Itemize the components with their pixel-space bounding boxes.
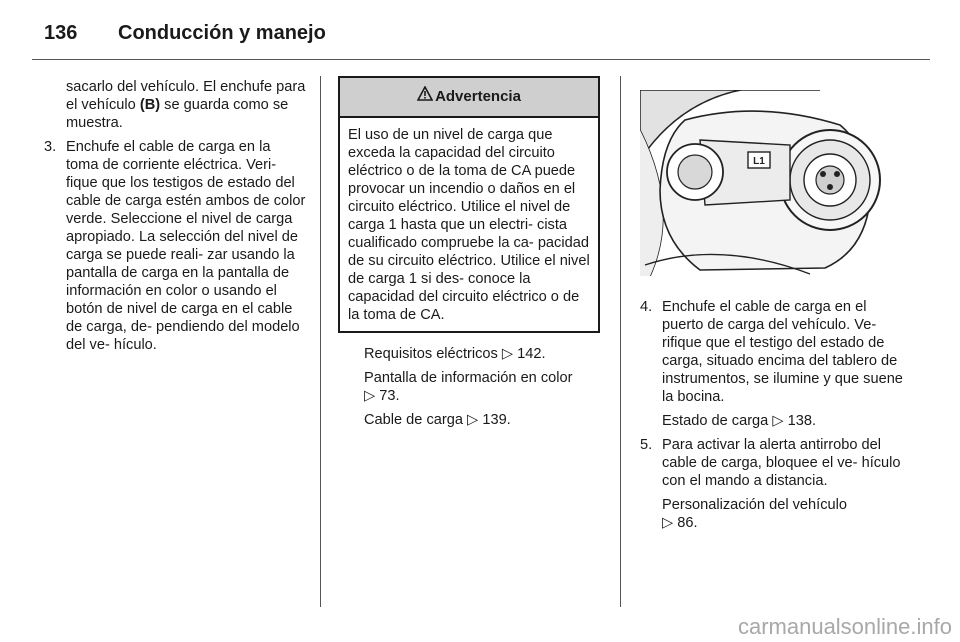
port-label-l1: L1 xyxy=(753,156,765,167)
step-3 xyxy=(44,138,306,354)
column-3 xyxy=(640,298,904,538)
column-divider-2 xyxy=(620,76,621,607)
page-ref-arrow-icon: ▷ xyxy=(501,346,514,362)
ref-color-info-display: Pantalla de información en color ▷ 73. xyxy=(364,370,573,404)
ref-charge-cord: Cable de carga ▷ 139. xyxy=(364,412,511,428)
continuation-paragraph: sacarlo del vehículo. El enchufe para el vehículo (B) se guarda como se muestra. xyxy=(66,79,306,131)
step-number: 3. xyxy=(44,139,57,155)
step-text: Enchufe el cable de carga en la toma de corriente eléctrica. Veri- fique que los testigos de estado del cable de carga estén ambos de color verde. Seleccione el nivel de carga apropiado. La selección del nivel de carga se puede reali- zar usando la pantalla de carga en la pantalla de información en color o usando el botón de nivel de carga en el cable de carga, de- pendiendo del modelo del ve- hículo. xyxy=(66,139,306,353)
page-header xyxy=(44,22,326,45)
plug-label-b: (B) xyxy=(139,97,161,113)
watermark: carmanualsonline.info xyxy=(737,614,952,639)
warning-title: Advertencia xyxy=(435,88,521,105)
ref-vehicle-personalization: Personalización del vehículo ▷ 86. xyxy=(662,497,847,531)
step-number: 4. xyxy=(640,299,653,315)
ref-electrical-requirements: Requisitos eléctricos ▷ 142. xyxy=(364,346,546,362)
step-number: 5. xyxy=(640,437,653,453)
page-ref-arrow-icon: ▷ xyxy=(772,413,784,429)
column-1 xyxy=(44,78,306,360)
page-number: 136 xyxy=(44,22,78,44)
column-2 xyxy=(338,76,600,435)
reference-list xyxy=(338,345,600,429)
step-5 xyxy=(640,436,904,490)
step-text: Para activar la alerta antirrobo del cable de carga, bloquee el ve- hículo con el mando a distancia. xyxy=(662,437,901,489)
page-ref-arrow-icon: ▷ xyxy=(364,388,376,404)
warning-header xyxy=(340,78,598,118)
charge-port-illustration xyxy=(640,90,894,276)
page-ref-arrow-icon: ▷ xyxy=(467,412,479,428)
step-4 xyxy=(640,298,904,406)
ref-charge-status: Estado de carga ▷ 138. xyxy=(662,413,817,429)
step-text: Enchufe el cable de carga en el puerto de carga del vehículo. Ve- rifique que el testigo del estado de carga, situado encima del tablero de instrumentos, se ilumine y que suene la bocina. xyxy=(662,299,903,405)
page-ref-arrow-icon: ▷ xyxy=(662,515,674,531)
page-title: Conducción y manejo xyxy=(118,22,326,44)
column-divider-1 xyxy=(320,76,321,607)
warning-box xyxy=(338,76,600,333)
warning-body: El uso de un nivel de carga que exceda la capacidad del circuito eléctrico o de la toma de CA puede provocar un incendio o daños en el circuito eléctrico. Utilice el nivel de carga 1 hasta que un electri- cista cualificado compruebe la ca- pacidad de su circuito eléctrico. Utilice el nivel de carga 1 si des- conoce la capacidad del circuito eléctrico o de la toma de CA. xyxy=(348,127,590,323)
header-rule xyxy=(32,59,930,60)
warning-triangle-icon xyxy=(417,78,433,116)
